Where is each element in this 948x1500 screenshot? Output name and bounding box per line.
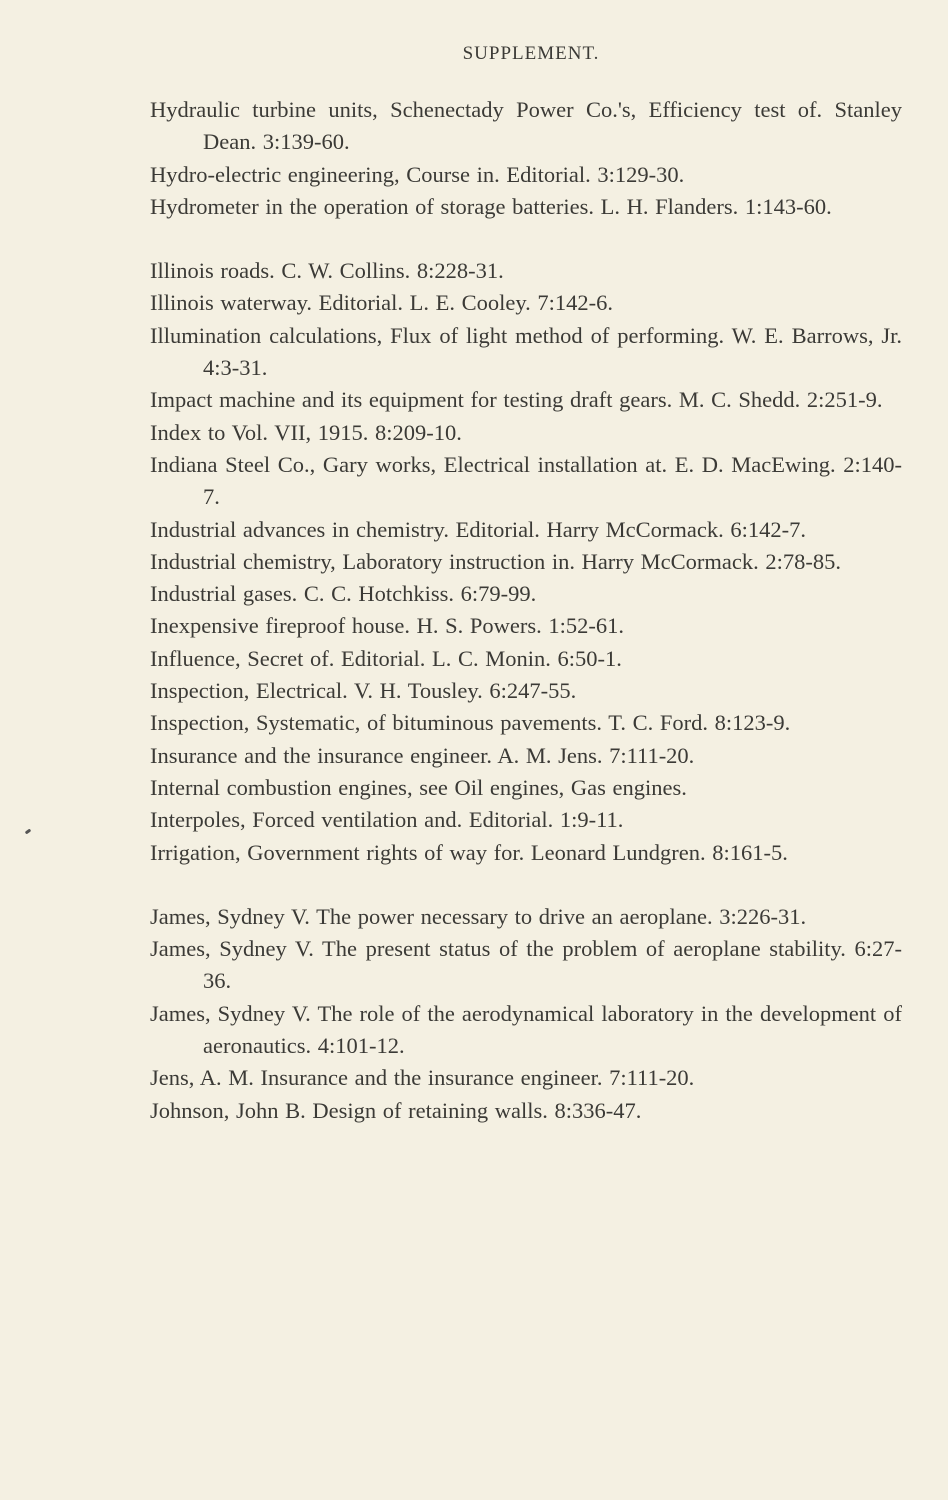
index-entry: Illumination calculations, Flux of light method of performing. W. E. Barrows, Jr. 4:3-31. xyxy=(150,322,902,381)
section-gap xyxy=(150,869,902,901)
index-entry: Influence, Secret of. Editorial. L. C. Monin. 6:50-1. xyxy=(150,645,622,671)
index-entry: Hydro-electric engineering, Course in. Editorial. 3:129-30. xyxy=(150,161,685,187)
index-entry: Internal combustion engines, see Oil engines, Gas engines. xyxy=(150,774,687,800)
index-page xyxy=(150,38,902,1127)
index-entry: James, Sydney V. The present status of the problem of aeroplane stability. 6:27-36. xyxy=(150,936,902,994)
index-entry: Hydrometer in the operation of storage batteries. L. H. Flanders. 1:143-60. xyxy=(150,193,832,219)
index-entry: Inexpensive fireproof house. H. S. Powers. 1:52-61. xyxy=(150,613,625,639)
index-entry: Impact machine and its equipment for testing draft gears. M. C. Shedd. 2:251-9. xyxy=(150,387,883,413)
index-entry: Irrigation, Government rights of way for. Leonard Lundgren. 8:161-5. xyxy=(150,839,788,865)
index-entry: Johnson, John B. Design of retaining walls. 8:336-47. xyxy=(150,1097,642,1123)
index-entry: Industrial chemistry, Laboratory instruction in. Harry McCormack. 2:78-85. xyxy=(150,548,841,574)
index-entry: Inspection, Systematic, of bituminous pavements. T. C. Ford. 8:123-9. xyxy=(150,710,791,736)
index-entry: Hydraulic turbine units, Schenectady Power Co.'s, Efficiency test of. Stanley Dean. 3:139-60. xyxy=(150,97,902,155)
index-entry: Jens, A. M. Insurance and the insurance engineer. 7:111-20. xyxy=(150,1065,695,1091)
index-entry: Illinois waterway. Editorial. L. E. Cooley. 7:142-6. xyxy=(150,290,613,316)
running-head: SUPPLEMENT. xyxy=(462,43,600,64)
index-entry: James, Sydney V. The power necessary to drive an aeroplane. 3:226-31. xyxy=(150,903,807,929)
margin-speck xyxy=(25,829,32,835)
section-gap xyxy=(150,223,902,255)
index-entry: Interpoles, Forced ventilation and. Editorial. 1:9-11. xyxy=(150,807,624,833)
index-entry: Industrial advances in chemistry. Editorial. Harry McCormack. 6:142-7. xyxy=(150,516,806,542)
section-i xyxy=(150,255,902,869)
index-entry: Indiana Steel Co., Gary works, Electrical installation at. E. D. MacEwing. 2:140-7. xyxy=(150,451,902,510)
index-entry: James, Sydney V. The role of the aerodynamical laboratory in the development of aeronautics. 4:101-12. xyxy=(150,1000,902,1059)
index-entry: Index to Vol. VII, 1915. 8:209-10. xyxy=(150,419,462,445)
index-entry: Inspection, Electrical. V. H. Tousley. 6:247-55. xyxy=(150,678,577,704)
section-h xyxy=(150,94,902,223)
section-j xyxy=(150,901,902,1127)
index-entry: Illinois roads. C. W. Collins. 8:228-31. xyxy=(150,258,504,284)
index-entry: Insurance and the insurance engineer. A. M. Jens. 7:111-20. xyxy=(150,742,695,768)
index-entry: Industrial gases. C. C. Hotchkiss. 6:79-99. xyxy=(150,581,537,607)
